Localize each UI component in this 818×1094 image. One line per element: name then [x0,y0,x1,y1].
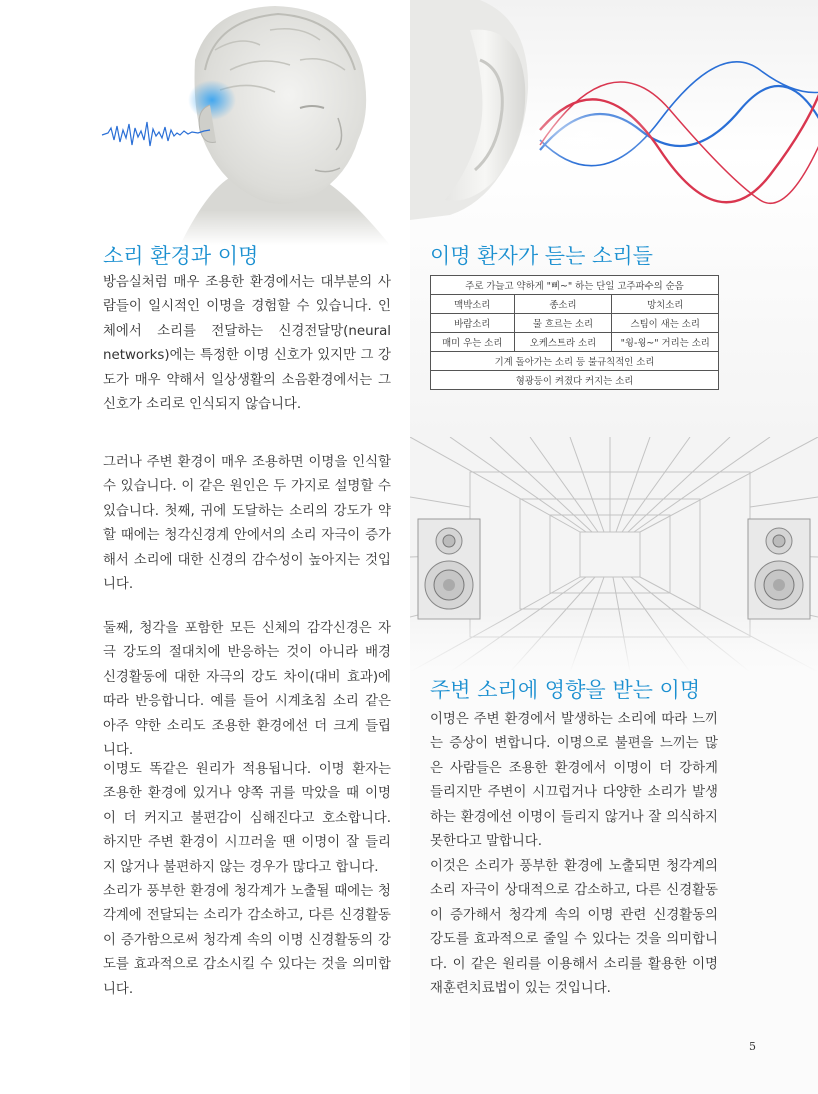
right-paragraph-1: 이명은 주변 환경에서 발생하는 소리에 따라 느끼는 증상이 변합니다. 이명으로 불편을 느끼는 많은 사람들은 조용한 환경에서 이명이 더 강하게 들리지만 주변이 시끄럽거나 다양한 소리가 발생하는 환경에선 이명이 들리지 않거나 잘 의식하지 못한다고 말합니다. [430,712,718,850]
heading-sound-environment: 소리 환경과 이명 [103,244,259,268]
left-paragraph-2: 그러나 주변 환경이 매우 조용하면 이명을 인식할 수 있습니다. 이 같은 원인은 두 가지로 설명할 수 있습니다. 첫째, 귀에 도달하는 소리의 강도가 약할 때에는 청각신경계 안에서의 소리 자극이 증가해서 소리에 대한 신경의 감수성이 높아지는 것입니다. [103,455,391,593]
table-row [431,276,719,295]
table-cell: 주로 가늘고 약하게 "삐~" 하는 단일 고주파수의 순음 [431,276,719,295]
table-cell: 종소리 [514,295,612,314]
left-paragraph-1: 방음실처럼 매우 조용한 환경에서는 대부분의 사람들이 일시적인 이명을 경험할 수 있습니다. 인체에서 소리를 전달하는 신경전달망(neural networks)에는 특정한 이명 신호가 있지만 그 강도가 매우 약해서 일상생활의 소음환경에서는 그 신호가 소리로 인식되지 않습니다. [103,275,391,413]
table-row [431,371,719,390]
page-number: 5 [749,1040,756,1053]
left-paragraph-5: 소리가 풍부한 환경에 청각계가 노출될 때에는 청각계에 전달되는 소리가 감소하고, 다른 신경활동이 증가함으로써 청각계 속의 이명 신경활동의 강도를 효과적으로 감소시킬 수 있다는 것을 의미합니다. [103,884,391,997]
table-cell: 매미 우는 소리 [431,333,515,352]
table-cell: 맥박소리 [431,295,515,314]
table-cell: 망치소리 [612,295,719,314]
left-paragraph-3: 둘째, 청각을 포함한 모든 신체의 감각신경은 자극 강도의 절대치에 반응하는 것이 아니라 배경 신경활동에 대한 자극의 강도 차이(대비 효과)에 따라 반응합니다. 예를 들어 시계초침 소리 같은 아주 약한 소리도 조용한 환경에선 더 크게 들립니다. [103,621,391,759]
speaker-room-illustration [410,437,818,672]
right-paragraph-2: 이것은 소리가 풍부한 환경에 노출되면 청각계의 소리 자극이 상대적으로 감소하고, 다른 신경활동이 증가해서 청각계 속의 이명 관련 신경활동의 강도를 효과적으로 줄일 수 있다는 것을 의미합니다. 이 같은 원리를 이용해서 소리를 활용한 이명재훈련치료법이 있는 것입니다. [430,859,718,997]
table-cell: 형광등이 켜졌다 커지는 소리 [431,371,719,390]
ear-waves-illustration [410,0,818,240]
head-illustration [100,0,410,245]
table-cell: 스팀이 새는 소리 [612,314,719,333]
table-row [431,314,719,333]
table-row [431,295,719,314]
heading-sounds-heard: 이명 환자가 듣는 소리들 [430,244,653,268]
table-cell: 물 흐르는 소리 [514,314,612,333]
table-cell: 바람소리 [431,314,515,333]
table-row [431,352,719,371]
heading-ambient-tinnitus: 주변 소리에 영향을 받는 이명 [430,678,701,702]
sounds-table [430,275,719,390]
table-cell: "윙-윙~" 거리는 소리 [612,333,719,352]
left-paragraph-4: 이명도 똑같은 원리가 적용됩니다. 이명 환자는 조용한 환경에 있거나 양쪽 귀를 막았을 때 이명이 더 커지고 불편감이 심해진다고 호소합니다. 하지만 주변 환경이 시끄러울 땐 이명이 잘 들리지 않거나 불편하지 않는 경우가 많다고 합니다. [103,762,391,875]
table-cell: 기계 돌아가는 소리 등 불규칙적인 소리 [431,352,719,371]
table-cell: 오케스트라 소리 [514,333,612,352]
table-row [431,333,719,352]
